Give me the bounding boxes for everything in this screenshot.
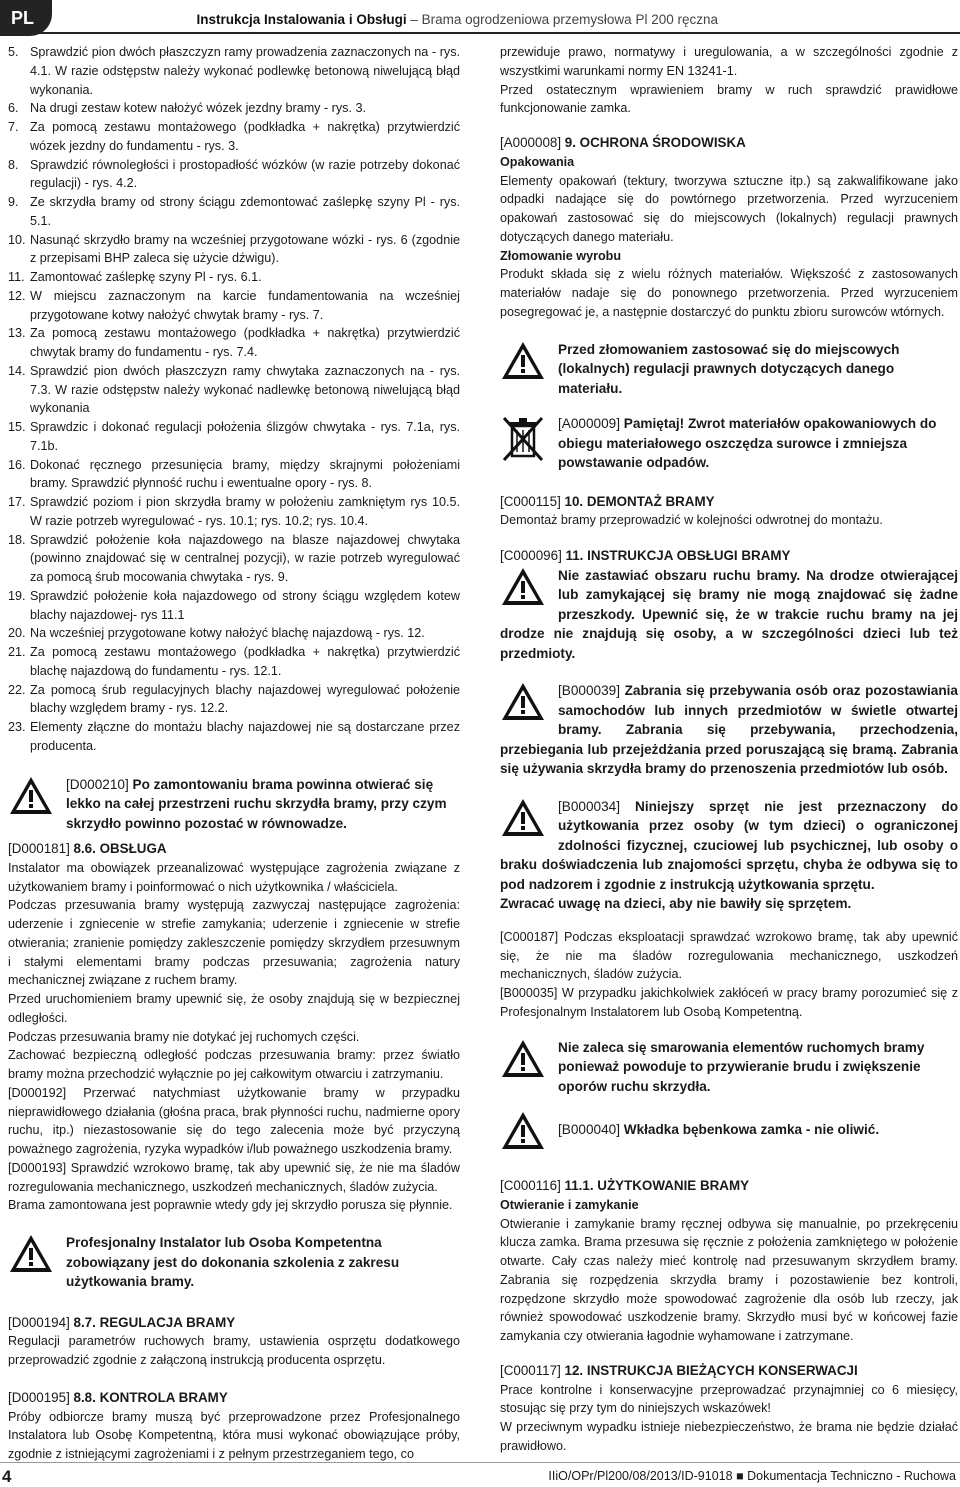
section-10-title: [C000115] 10. DEMONTAŻ BRAMY xyxy=(500,493,715,509)
zlomowanie-title: Złomowanie wyrobu xyxy=(500,248,622,263)
obsluga-paragraphs xyxy=(8,859,460,1215)
step-number: 12. xyxy=(8,288,26,303)
warning-triangle-icon xyxy=(500,1038,546,1079)
step-text: Za pomocą zestawu montażowego (podkładka + nakrętka) przytwierdzić blachę najazdową do fundamentu - rys. 12.1. xyxy=(30,645,460,678)
section-8-6-title: [D000181] 8.6. OBSŁUGA xyxy=(8,841,167,856)
warning-scrap: Przed złomowaniem zastosować się do miejscowych (lokalnych) regulacji prawnych dotyczących danego materiału. xyxy=(500,340,958,399)
page-number: 4 xyxy=(2,1467,12,1486)
step-text: Ze skrzydła bramy od strony ściągu zdemontować zaślepkę szyny Pl - rys. 5.1. xyxy=(30,195,460,228)
list-item xyxy=(8,324,460,362)
language-tab: PL xyxy=(0,0,52,36)
recycle-note: [A000009] Pamiętaj! Zwrot materiałów opakowaniowych do obiegu materiałowego oszczędza surowce i zmniejsza powstawanie odpadów. xyxy=(500,414,958,473)
list-item xyxy=(8,531,460,587)
section-8-7-title: [D000194] 8.7. REGULACJA BRAMY xyxy=(8,1314,236,1330)
list-item xyxy=(8,268,460,287)
list-item xyxy=(8,99,460,118)
step-text: Na wcześniej przygotowane kotwy nałożyć blachę najazdową - rys. 12. xyxy=(30,626,425,641)
list-item xyxy=(8,231,460,269)
regulacja-text: Regulacji parametrów ruchowych bramy, ustawienia osprzętu dodatkowego przeprowadzić zgodnie z załączoną instrukcją producenta osprzętu. xyxy=(8,1334,460,1367)
warning-triangle-icon xyxy=(500,681,546,722)
paragraph: Instalator ma obowiązek przeanalizować występujące zagrożenia związane z użytkowaniem bramy i poinformować o nich użytkownika / właściciela. xyxy=(8,860,460,894)
step-number: 10. xyxy=(8,232,26,247)
section-12-title: [C000117] 12. INSTRUKCJA BIEŻĄCYCH KONSERWACJI xyxy=(500,1362,858,1378)
warning-triangle-icon xyxy=(500,797,546,838)
step-text: Sprawdzić pion dwóch płaszczyzn ramy prowadzenia zaznaczonych na - rys. 4.1. W razie odstępstw należy wykonać podlewkę betonową niwelującą błąd wykonania. xyxy=(30,45,460,97)
paragraph: Podczas przesuwania bramy występują zazwyczaj następujące zagrożenia: uderzenie i zgniecenie w strefie zamykania; uderzenie i zgniecenie w strefie otwierania; zranienie pomiędzy zakleszczenie pomiędzy skrzydłem przesuwnym i stałymi elementami bramy podczas przesuwania; zagrożenia natury mechanicznej związane z ruchem bramy. xyxy=(8,898,460,988)
step-text: Sprawdzić położenie koła najazdowego od strony ściągu względem kotew blachy najazdowej- rys 11.1 xyxy=(30,588,460,622)
zlomowanie-text: Produkt składa się z wielu różnych materiałów. Większość z zastosowanych materiałów nadaje się do ponownego przetworzenia. Przed wyrzuceniem posegregować je, a następnie dostarczyć do punktu zbioru surowców wtórnych. xyxy=(500,267,958,319)
step-number: 9. xyxy=(8,195,19,209)
footer-doc-code: IIiO/OPr/Pl200/08/2013/ID-91018 ■ Dokumentacja Techniczno - Ruchowa xyxy=(548,1469,956,1483)
step-text: Zamontować zaślepkę szyny Pl - rys. 6.1. xyxy=(30,270,262,284)
b000035-text: [B000035] W przypadku jakichkolwiek zakłóceń w pracy bramy porozumieć się z Profesjonalnym Instalatorem lub Osobą Kompetentną. xyxy=(500,986,958,1019)
step-text: Sprawdzić pion dwóch płaszczyzn ramy chwytaka zaznaczonych na - rys. 7.3. W razie odstępstw należy wykonać nadlewkę betonową niwelującą błąd wykonania xyxy=(30,363,460,416)
list-item xyxy=(8,362,460,418)
step-number: 13. xyxy=(8,326,26,341)
warning-triangle-icon xyxy=(500,1110,546,1151)
paragraph: Zachować bezpieczną odległość podczas przesuwania bramy: przez światło bramy można przechodzić wyłącznie po jej całkowitym otwarciu i zatrzymaniu. xyxy=(8,1048,460,1081)
step-number: 15. xyxy=(8,420,26,434)
step-text: Na drugi zestaw kotew nałożyć wózek jezdny bramy - rys. 3. xyxy=(30,101,366,116)
warning-pass: [B000039] Zabrania się przebywania osób oraz pozostawiania samochodów lub innych przedmiotów w świetle otwartej bramy. Zabrania się przebywania, przechodzenia, przebiegania lub przejeżdżania przed poruszającą się bramą. Zabrania się używania skrzydła bramy do przenoszenia przedmiotów lub osób. xyxy=(500,683,958,777)
step-number: 7. xyxy=(8,120,19,134)
konserwacja-text: Prace kontrolne i konserwacyjne przeprowadzać przynajmniej co 6 miesięcy, stosując się przy tym do niniejszych wskazówek! xyxy=(500,1382,958,1416)
footer-divider xyxy=(0,1462,960,1463)
paragraph: Podczas przesuwania bramy nie dotykać jej ruchomych części. xyxy=(8,1029,360,1044)
demontaz-text: Demontaż bramy przeprowadzić w kolejności odwrotnej do montażu. xyxy=(500,513,883,528)
warning-persons: [B000034] Niniejszy sprzęt nie jest przeznaczony do użytkowania przez osoby (w tym dzieci) o ograniczonej zdolności fizycznej, czuciowej lub psychicznej, lub osoby o braku doświadczenia lub znajomości sprzętu, chyba że odbywa się to pod nadzorem i zgodnie z instrukcją użytkowania sprzętu. Zwracać uwagę na dzieci, aby nie bawiły się sprzętem. xyxy=(500,797,958,914)
list-item xyxy=(8,643,460,681)
kontrola-text: Próby odbiorcze bramy muszą być przeprowadzone przez Profesjonalnego Instalatora lub Osobę Kompetentną, która musi wykonać obowiązujące próby, zgodnie z istniejącymi zagrożeniami i z pełnym przestrzeganiem tego, co xyxy=(8,1409,460,1461)
otwieranie-text: Otwieranie i zamykanie bramy ręcznej odbywa się manualnie, po przekręceniu klucza zamka. Brama przesuwa się ręcznie z położenia zamkniętego w położenie otwarte. Cały czas należy mieć kontrolę nad przesuwanym skrzydłem bramy. Zabrania się rozpędzenia skrzydła bramy i pozostawienie bez kontroli, rozpędzone skrzydło może spowodować zagrożenie dla osób lub rzeczy, jak również spowodować uszkodzenie bramy. Skrzydło musi być w końcowej fazie zamykania czy otwierania łagodnie wyhamowane i zatrzymane. xyxy=(500,1216,958,1343)
section-8-8-title: [D000195] 8.8. KONTROLA BRAMY xyxy=(8,1389,228,1405)
left-column xyxy=(8,43,460,1464)
list-item xyxy=(8,193,460,231)
right-intro-2: Przed ostatecznym wprawieniem bramy w ruch sprawdzić prawidłowe funkcjonowanie zamka. xyxy=(500,82,958,116)
step-number: 11. xyxy=(8,270,25,284)
header-title: Instrukcja Instalowania i Obsługi – Brama ogrodzeniowa przemysłowa Pl 200 ręczna xyxy=(196,12,718,27)
section-11-title: [C000096] 11. INSTRUKCJA OBSŁUGI BRAMY xyxy=(500,548,791,563)
paragraph: Przed uruchomieniem bramy upewnić się, że osoby znajdują się w bezpiecznej odległości. xyxy=(8,992,460,1025)
step-number: 23. xyxy=(8,720,26,734)
konserwacja-text-2: W przeciwnym wypadku istnieje niebezpieczeństwo, że brama nie będzie działać prawidłowo. xyxy=(500,1420,958,1453)
warning-grease: Nie zaleca się smarowania elementów ruchomych bramy ponieważ powoduje to przywieranie brudu i zwiększenie oporów ruchu skrzydła. xyxy=(500,1038,958,1097)
step-number: 22. xyxy=(8,682,26,697)
list-item xyxy=(8,156,460,194)
step-text: Sprawdzić równoległości i prostopadłość wózków (w razie potrzeby dokonać regulacji) - rys. 4.2. xyxy=(30,157,460,191)
step-text: Za pomocą zestawu montażowego (podkładka + nakrętka) przytwierdzić wózek jezdny do fundamentu - rys. 3. xyxy=(30,120,460,153)
section-11-1-title: [C000116] 11.1. UŻYTKOWANIE BRAMY xyxy=(500,1178,750,1193)
step-text: Sprawdzić poziom i pion skrzydła bramy w położeniu zamkniętym rys 10.5. W razie potrzeb wyregulować - rys. 10.1; rys. 10.2; rys. 10.4. xyxy=(30,495,460,528)
step-text: Nasunąć skrzydło bramy na wcześniej przygotowane wózki - rys. 6 (zgodnie z przepisami BHP zaleca się użycie dźwigu). xyxy=(30,232,460,266)
opakowania-text: Elementy opakowań (tektury, tworzywa sztuczne itp.) są zakwalifikowane jako odpadki nadające się do powtórnego przetworzenia. Przed wyrzuceniem opakowań zastosować się do miejscowych (lokalnych) regulacji prawnych dotyczących danego materiału. xyxy=(500,173,958,244)
right-intro: przewiduje prawo, normatywy i uregulowania, a w szczególności zgodnie z wszystkimi warunkami normy EN 13241-1. xyxy=(500,45,958,78)
paragraph: [D000193] Sprawdzić wzrokowo bramę, tak aby upewnić się, że nie ma śladów rozregulowania mechanicznego, uszkodzeń mechanicznych, śladów zużycia. xyxy=(8,1160,460,1194)
list-item xyxy=(8,587,460,625)
section-9-title: [A000008] 9. OCHRONA ŚRODOWISKA xyxy=(500,135,746,150)
list-item xyxy=(8,118,460,156)
step-text: Sprawdzic i dokonać regulacji położenia ślizgów chwytaka - rys. 7.1a, rys. 7.1b. xyxy=(30,420,460,453)
step-text: Dokonać ręcznego przesunięcia bramy, między skrajnymi położeniami bramy. Sprawdzić płynność ruchu i ewentualne opory - rys. 8. xyxy=(30,457,460,491)
warning-triangle-icon xyxy=(8,1233,54,1274)
warning-triangle-icon xyxy=(8,775,54,816)
header-subtitle: Brama ogrodzeniowa przemysłowa Pl 200 ręczna xyxy=(421,12,718,27)
step-number: 21. xyxy=(8,645,26,659)
step-number: 5. xyxy=(8,45,19,59)
warning-children: Zwracać uwagę na dzieci, aby nie bawiły się sprzętem. xyxy=(500,896,852,912)
warning-lock: [B000040] Wkładka bębenkowa zamka - nie oliwić. xyxy=(500,1110,958,1151)
step-number: 18. xyxy=(8,532,26,547)
list-item xyxy=(8,624,460,643)
warning-triangle-icon xyxy=(500,340,546,381)
otwieranie-title: Otwieranie i zamykanie xyxy=(500,1197,639,1212)
step-text: W miejscu zaznaczonym na karcie fundamentowania na wcześniej przygotowane kotwy nałożyć chwytak bramy - rys. 7. xyxy=(30,288,460,322)
list-item xyxy=(8,287,460,325)
list-item xyxy=(8,43,460,99)
step-text: Elementy złączne do montażu blachy najazdowej nie są dostarczane przez producenta. xyxy=(30,720,460,753)
list-item xyxy=(8,456,460,494)
warning-installer: Profesjonalny Instalator lub Osoba Kompetentna zobowiązany jest do dokonania szkolenia z zakresu użytkowania bramy. xyxy=(8,1233,460,1292)
step-number: 17. xyxy=(8,495,26,509)
step-text: Za pomocą śrub regulacyjnych blachy najazdowej wyregulować położenie blachy względem bramy - rys. 12.2. xyxy=(30,682,460,716)
list-item xyxy=(8,418,460,456)
step-number: 19. xyxy=(8,588,26,603)
step-number: 20. xyxy=(8,626,26,641)
step-text: Za pomocą zestawu montażowego (podkładka + nakrętka) przytwierdzić chwytak bramy do fundamentu - rys. 7.4. xyxy=(30,326,460,359)
right-column xyxy=(500,43,958,1456)
step-number: 8. xyxy=(8,157,19,172)
list-item xyxy=(8,681,460,719)
install-steps-list xyxy=(8,43,460,756)
crossed-bin-icon xyxy=(500,414,546,466)
warning-triangle-icon xyxy=(500,566,546,607)
warning-d000210: [D000210] Po zamontowaniu brama powinna otwierać się lekko na całej przestrzeni ruchu skrzydła bramy, przy czym skrzydło powinno pozostać w równowadze. xyxy=(8,775,460,834)
warning-area: Nie zastawiać obszaru ruchu bramy. Na drodze otwierającej lub zamykającej się bramy nie mogą znajdować się żadne przeszkody. Upewnić się, że w trakcie ruchu bramy na jej drodze nie znajdują się osoby, a w szczególności dzieci lub też przedmioty. xyxy=(500,567,958,661)
step-number: 14. xyxy=(8,363,26,378)
step-number: 6. xyxy=(8,101,19,116)
list-item xyxy=(8,718,460,756)
paragraph: Brama zamontowana jest poprawnie wtedy gdy jej skrzydło porusza się płynnie. xyxy=(8,1198,453,1213)
c000187-text: [C000187] Podczas eksploatacji sprawdzać wzrokowo bramę, tak aby upewnić się, że nie ma śladów rozregulowania mechanicznego, uszkodzeń mechanicznych, śladów zużycia. xyxy=(500,929,958,982)
step-text: Sprawdzić położenie koła najazdowego na blasze najazdowej chwytaka (powinno znajdować się w centralnej pozycji), w razie potrzeb wyregulować za pomocą śrub mocowania chwytaka - rys. 9. xyxy=(30,532,460,584)
step-number: 16. xyxy=(8,457,26,472)
opakowania-title: Opakowania xyxy=(500,154,575,169)
list-item xyxy=(8,493,460,531)
paragraph: [D000192] Przerwać natychmiast użytkowanie bramy w przypadku nieprawidłowego działania (głośna praca, brak płynności ruchu, nadmierne opory ruchu, itp.) niezastosowanie się do tego zalecenia może być przyczyną poważnego zagrożenia, ryzyka wypadków i/lub poważnego uszkodzenia bramy. xyxy=(8,1085,460,1156)
